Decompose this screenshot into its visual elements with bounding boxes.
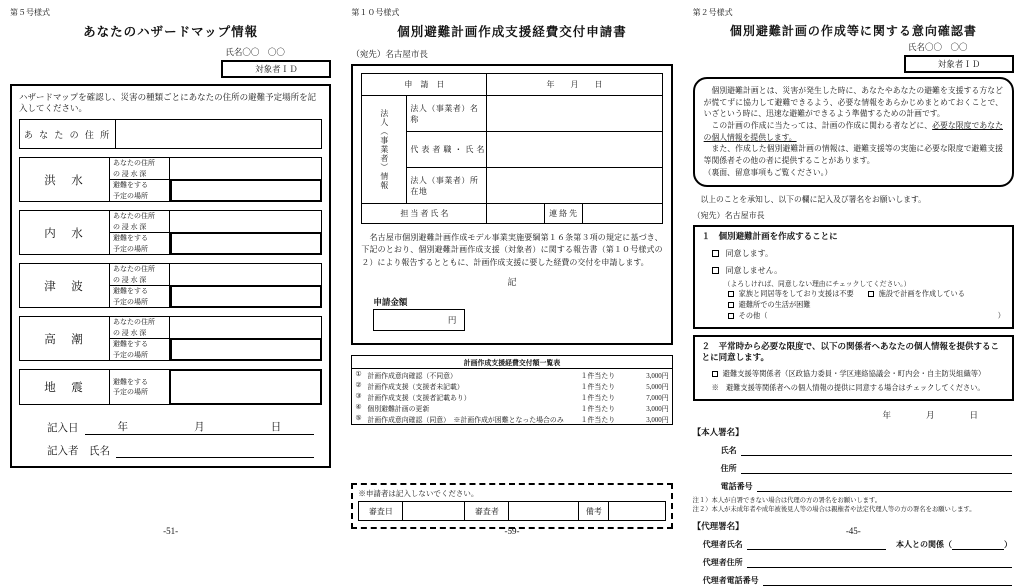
reviewer-field[interactable] xyxy=(509,502,579,520)
address-row xyxy=(19,119,322,149)
checkbox-reason-other[interactable] xyxy=(728,313,734,319)
signature-note2: 注２）本人が未成年者や成年被後見人等の場合は親権者や法定代理人等の方の署名をお願いします。 xyxy=(692,506,976,514)
applicant-table xyxy=(361,73,662,224)
disagree-option-label: 同意しません。 xyxy=(725,265,783,275)
depth-label: あなたの住所 の 浸 水 深 xyxy=(110,211,170,232)
reason3-label: 避難所での生活が困難 xyxy=(738,300,811,309)
hazard-block-storm-surge xyxy=(19,316,322,361)
reason1-label: 家族と同居等をしており支援は不要 xyxy=(738,289,854,298)
hazard-name: 洪 水 xyxy=(20,158,110,201)
depth-label: あなたの住所 の 浸 水 深 xyxy=(110,317,170,338)
checkbox-reason-facility[interactable] xyxy=(868,291,874,297)
fee-table-title: 計画作成支援経費交付額一覧表 xyxy=(352,356,671,369)
section1-box xyxy=(693,225,1014,329)
page-title: あなたのハザードマップ情報 xyxy=(83,25,259,39)
checkbox-reason-family[interactable] xyxy=(728,291,734,297)
application-body-text: 名古屋市個別避難計画作成モデル事業実施要綱第１６条第３項の規定に基づき、下記のとおり、個別避難計画作成支援（対象者）に関する報告書（第１０号様式の２）により報告するとともに、計画作成支援に要した経費の交付を申請します。 xyxy=(361,233,663,267)
rep-name-label: 代 表 者 職 ・ 氏 名 xyxy=(407,132,487,168)
entry-date-label: 記入日 xyxy=(47,423,79,435)
agree-option-label: 同意します。 xyxy=(725,248,774,258)
intro-p3: また、作成した個別避難計画の情報は、避難支援等の実施に必要な限度で避難支援等関係者その他の者に提供することがあります。 xyxy=(703,144,1003,166)
form-number: 第１０号様式 xyxy=(351,8,400,17)
target-id-box[interactable]: 対象者ＩＤ xyxy=(221,60,331,78)
page-hazard-map xyxy=(0,0,341,538)
signature-note1: 注１）本人が自署できない場合は代理の方の署名をお願いします。 xyxy=(692,496,882,504)
checkbox-reason-shelter[interactable] xyxy=(728,302,734,308)
target-id-box[interactable]: 対象者ＩＤ xyxy=(904,55,1014,73)
hazard-name: 地 震 xyxy=(20,370,110,404)
checkbox-agree[interactable] xyxy=(712,250,719,257)
page-title: 個別避難計画作成支援経費交付申請書 xyxy=(397,25,627,39)
hazard-block-earthquake xyxy=(19,369,322,405)
section2-note: ※ 避難支援等関係者への個人情報の提供に同意する場合はチェックしてください。 xyxy=(711,383,985,392)
address-label: あ な た の 住 所 xyxy=(20,120,116,148)
ki-marker: 記 xyxy=(507,277,517,288)
fee-row: ② 計画作成支援（支援者未記載） １件当たり 5,000円 xyxy=(355,381,669,391)
proxy-signature-heading: 【代理署名】 xyxy=(692,520,744,531)
contact-name-label: 担 当 者 氏 名 xyxy=(362,204,487,224)
contact-name-field[interactable] xyxy=(487,204,544,224)
inland-place-field[interactable] xyxy=(170,232,322,255)
proxy-address-label: 代理者住所 xyxy=(702,557,743,567)
proxy-address-field[interactable] xyxy=(747,559,1012,568)
hazard-block-inland-water xyxy=(19,210,322,255)
place-label: 避難をする 予定の場所 xyxy=(110,180,170,201)
recipient-label: （宛先）名古屋市長 xyxy=(351,49,428,59)
contact-field[interactable] xyxy=(582,204,662,224)
corp-addr-field[interactable] xyxy=(487,168,662,204)
form-number: 第５号様式 xyxy=(10,8,50,17)
page-number: -51- xyxy=(163,526,179,536)
address-field-label: 住所 xyxy=(720,463,737,473)
writer-row xyxy=(47,443,314,458)
name-label: 氏名〇〇 〇〇 xyxy=(907,42,968,52)
intro-box xyxy=(693,77,1014,187)
amount-field[interactable] xyxy=(373,309,465,331)
instruction-text: ハザードマップを確認し、災害の種類ごとにあなたの住所の避難予定場所を記入してください。 xyxy=(19,92,317,114)
tsunami-place-field[interactable] xyxy=(170,285,322,308)
contact-label: 連 絡 先 xyxy=(544,204,582,224)
hazard-name: 内 水 xyxy=(20,211,110,254)
hazard-form-box xyxy=(10,84,331,468)
reason4-close: ） xyxy=(997,311,1005,320)
application-box xyxy=(351,64,672,345)
amount-label: 申請金額 xyxy=(373,297,408,308)
surge-depth-field[interactable] xyxy=(170,317,321,338)
fee-row: ④ 個別避難計画の更新 １件当たり 3,000円 xyxy=(355,403,669,413)
corp-name-label: 法人（事業者）名称 xyxy=(407,96,487,132)
rep-name-field[interactable] xyxy=(487,132,662,168)
place-label: 避難をする 予定の場所 xyxy=(110,339,170,360)
page-title: 個別避難計画の作成等に関する意向確認書 xyxy=(729,24,977,38)
proxy-phone-label: 代理者電話番号 xyxy=(702,575,759,585)
self-signature-heading: 【本人署名】 xyxy=(692,426,744,437)
place-label: 避難をする 予定の場所 xyxy=(110,370,170,404)
name-label: 氏名〇〇 〇〇 xyxy=(225,47,285,57)
hazard-name: 高 潮 xyxy=(20,317,110,360)
phone-signature-field[interactable] xyxy=(757,483,1012,492)
hazard-block-flood xyxy=(19,157,322,202)
writer-name-field[interactable] xyxy=(116,446,314,458)
proxy-name-label: 代理者氏名 xyxy=(702,539,743,549)
checkbox-supporters[interactable] xyxy=(712,371,718,377)
place-label: 避難をする 予定の場所 xyxy=(110,286,170,307)
reason4-label: その他（ xyxy=(738,311,768,320)
page-intent-confirmation xyxy=(683,0,1024,585)
phone-field-label: 電話番号 xyxy=(720,481,753,491)
entry-date-field[interactable]: 年 月 日 xyxy=(85,419,315,435)
intro-underlined: 必要な限度であなたの個人情報を提供します。 xyxy=(703,121,1003,142)
intro-p4: （裏面、留意事項もご覧ください。） xyxy=(703,167,833,177)
hazard-block-tsunami xyxy=(19,263,322,308)
yen-label: 円 xyxy=(447,315,457,326)
remarks-label: 備考 xyxy=(579,502,609,520)
page-grant-application xyxy=(341,0,682,538)
address-signature-field[interactable] xyxy=(741,465,1012,474)
corp-name-field[interactable] xyxy=(487,96,662,132)
inland-depth-field[interactable] xyxy=(170,211,321,232)
recipient-label: （宛先）名古屋市長 xyxy=(692,210,765,220)
reviewer-label: 審査者 xyxy=(465,502,509,520)
review-date-label: 審査日 xyxy=(359,502,403,520)
hazard-name: 津 波 xyxy=(20,264,110,307)
tsunami-depth-field[interactable] xyxy=(170,264,321,285)
relation-close: ） xyxy=(1003,539,1012,549)
signature-date-line[interactable]: 年 月 日 xyxy=(882,409,984,420)
quake-place-field[interactable] xyxy=(169,369,322,405)
surge-place-field[interactable] xyxy=(170,338,322,361)
name-field-label: 氏名 xyxy=(720,445,737,455)
depth-label: あなたの住所 の 浸 水 深 xyxy=(110,264,170,285)
page-number: -59- xyxy=(504,526,520,536)
application-date-field[interactable]: 年 月 日 xyxy=(487,74,662,96)
name-signature-field[interactable] xyxy=(741,447,1012,456)
supporters-option-label: 避難支援等関係者（区政協力委員・学区連絡協議会・町内会・自主防災組織等） xyxy=(722,368,986,378)
page-number: -45- xyxy=(845,526,861,536)
flood-depth-field[interactable] xyxy=(170,158,321,179)
fee-row: ① 計画作成意向確認（不同意） １件当たり 3,000円 xyxy=(355,370,669,380)
office-use-note: ※申請者は記入しないでください。 xyxy=(358,489,479,499)
application-date-label: 申 請 日 xyxy=(362,74,487,96)
fee-row: ③ 計画作成支援（支援者記載あり） １件当たり 7,000円 xyxy=(355,392,669,402)
flood-place-field[interactable] xyxy=(170,179,322,202)
review-table xyxy=(358,501,665,521)
section2-heading: ２ 平常時から必要な限度で、以下の関係者へあなたの個人情報を提供することに同意します。 xyxy=(701,340,999,363)
office-use-box xyxy=(351,483,672,529)
fee-row: ⑤ 計画作成意向確認（同意） ※計画作成が困難となった場合のみ １件当たり 3,000円 xyxy=(355,414,669,424)
reason2-label: 施設で計画を作成している xyxy=(878,289,965,298)
address-field[interactable] xyxy=(116,120,321,148)
section1-heading: １ 個別避難計画を作成することに xyxy=(701,230,838,241)
proxy-name-field[interactable] xyxy=(747,541,886,550)
agree-note: 以上のことを承知し、以下の欄に記入及び署名をお願いします。 xyxy=(692,194,926,204)
relation-field[interactable] xyxy=(952,541,1004,550)
fee-table xyxy=(351,355,672,425)
checkbox-disagree[interactable] xyxy=(712,267,719,274)
form-number: 第２号様式 xyxy=(692,8,733,17)
corp-addr-label: 法人（事業者）所在地 xyxy=(407,168,487,204)
entry-date-row xyxy=(47,419,314,435)
intro-p1: 個別避難計画とは、災害が発生した時に、あなたやあなたの避難を支援する方などが慌てずに協力して避難できるよう、必要な情報をあらかじめまとめておくことで、いざという時に、迅速な避難ができるよう準備するための計画です。 xyxy=(703,86,1003,119)
writer-label: 記入者 氏名 xyxy=(47,446,110,458)
intro-p2: この計画の作成に当たっては、計画の作成に関わる者などに、 xyxy=(703,121,933,131)
corp-info-group-label: 法人（事業者）情報 xyxy=(362,96,407,204)
review-date-field[interactable] xyxy=(403,502,465,520)
depth-label: あなたの住所 の 浸 水 深 xyxy=(110,158,170,179)
relation-label: 本人との関係（ xyxy=(895,539,952,549)
place-label: 避難をする 予定の場所 xyxy=(110,233,170,254)
reason-note: （よろしければ、同意しない理由にチェックしてください。） xyxy=(723,280,911,288)
remarks-field[interactable] xyxy=(609,502,664,520)
section2-box xyxy=(693,335,1014,401)
proxy-phone-field[interactable] xyxy=(763,577,1012,586)
